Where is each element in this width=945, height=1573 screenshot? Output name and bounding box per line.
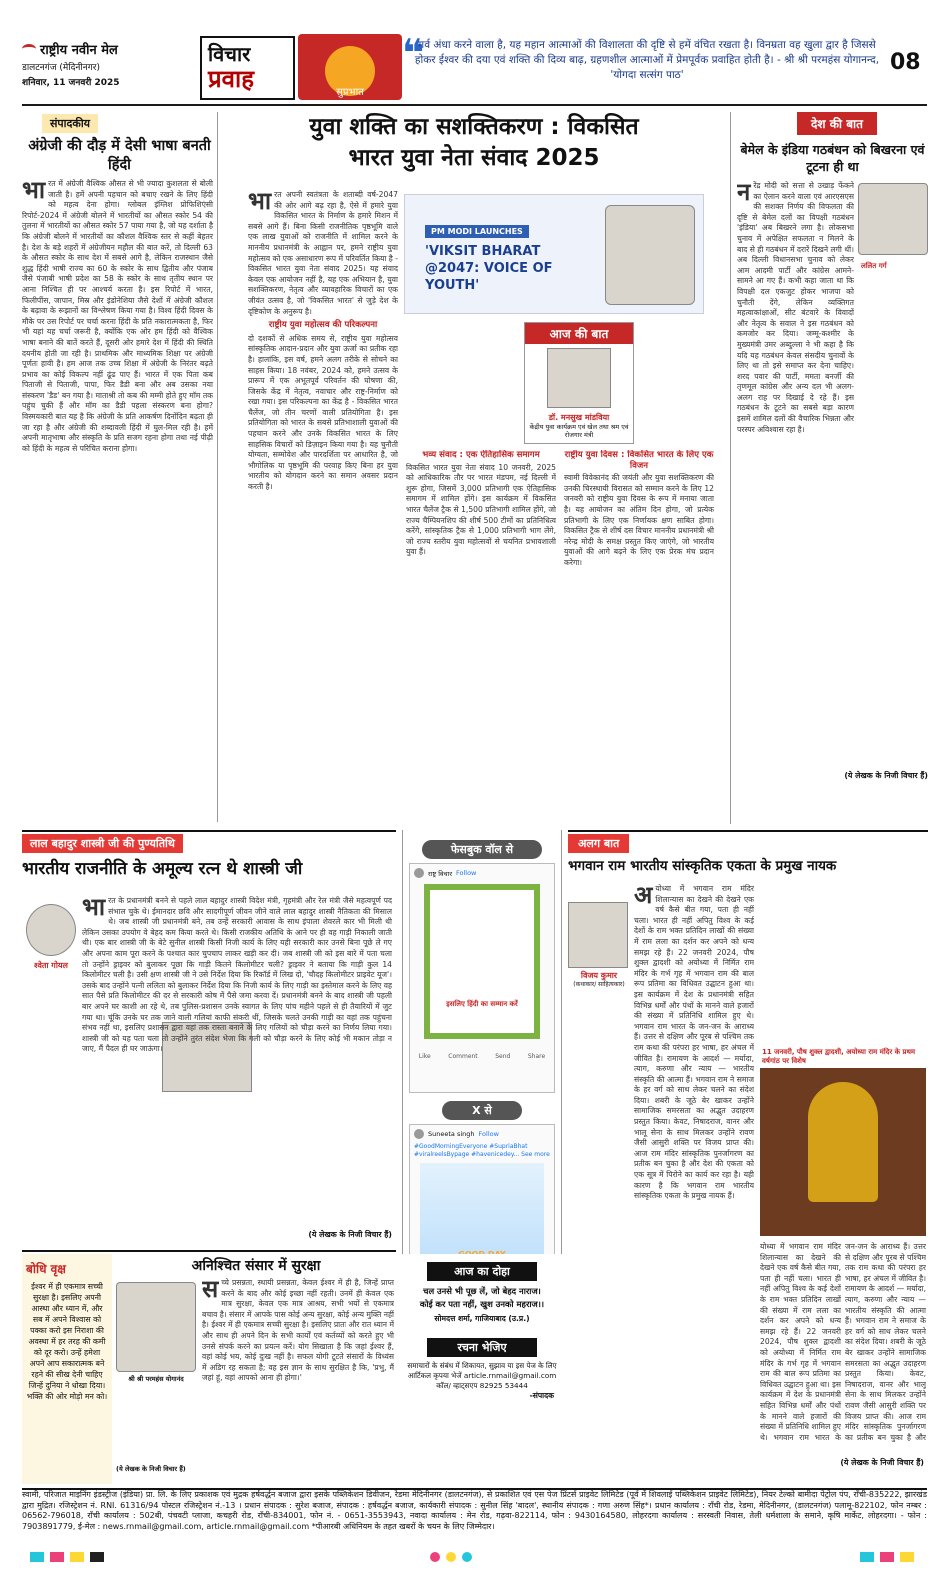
facebook-tag: फेसबुक वॉल से (422, 840, 542, 859)
ram-body-cont: योध्या में भगवान राम मंदिर शिलान्यास का देखने की देखने एक वर्ष कैसे बीत गया, पता ही नहीं चला। भारत ही नहीं अपितु विश्व के कई देशों के राम भक्त प्रतिदिन लाखों की संख्या में राम लला का दर्शन कर अपने को धन्य समझ रहे हैं। 22 जनवरी 2024, पौष शुक्ल द्वादशी को अयोध्या में निर्मित राम मंदिर के गर्भ गृह में भगवान राम की बाल रूप प्रतिमा का विधिवत उद्घाटन हुआ था। इस कार्यक्रम में देश के प्रधानमंत्री सहित विभिन्न धर्मों और पंथों के मानने वाले हजारों की संख्या में प्रतिनिधि शामिल हुए थे। भगवान राम भारत के जन-जन के आराध्य हैं। उत्तर से दक्षिण और पूरब से पश्चिम तक राम कथा की परंपरा हर भाषा, हर अंचल में जीवित है। रामायण के आदर्श — मर्यादा, त्याग, करुणा और न्याय — भारतीय संस्कृति की आत्मा हैं। भगवान राम ने समाज के हर वर्ग को साथ लेकर चलने का संदेश दिया। शबरी के जूठे बेर खाकर उन्होंने सामाजिक समरसता का अद्भुत उदाहरण प्रस्तुत किया। केवट, निषादराज, वानर और भालू सेना के साथ मिलकर उन्होंने रावण जैसी आसुरी शक्ति पर विजय प्राप्त की। आज राम मंदिर सांस्कृतिक पुनर्जागरण का प्रतीक बन चुका है और (760, 1242, 926, 1442)
paper-logo (22, 34, 202, 104)
author-box (524, 322, 634, 444)
shastri-tag: लाल बहादुर शास्त्री जी की पुण्यतिथि (22, 834, 183, 853)
divider-yoga (22, 1250, 396, 1252)
x-avatar (414, 1129, 424, 1139)
shastri-body: भारत के प्रधानमंत्री बनने से पहले लाल बहादुर शास्त्री विदेश मंत्री, गृहमंत्री और रेल मंत्री जैसे महत्वपूर्ण पद संभाल चुके थे। ईमानदार छवि और सादगीपूर्ण जीवन जीने वाले लाल बहादुर शास्त्री नैतिकता की मिसाल थे। जब शास्त्री जी प्रधानमंत्री बने, तब उन्हें सरकारी आवास के साथ इंपाला शेवरले कार भी मिली थी लेकिन उसका उपयोग वे बेहद कम किया करते थे। किसी राजकीय अतिथि के आने पर ही वह गाड़ी निकाली जाती थी। एक बार शास्त्री जी के बेटे सुनील शास्त्री किसी निजी कार्य के लिए यही सरकारी कार उनसे बिना पूछे ले गए और अपना काम पूरा करने के पश्चात कार चुपचाप लाकर खड़ी कर दी। जब शास्त्री जी को इस बारे में पता चला तो उन्होंने ड्राइवर को बुलाकर पूछा कि गाड़ी कितने किलोमीटर चली? ड्राइवर ने बताया कि गाड़ी कुल 14 किलोमीटर चली है। उसी क्षण शास्त्री जी ने उसे निर्देश दिया कि रिकॉर्ड में लिख दो, 'चौदह किलोमीटर प्राइवेट यूज'। उसके बाद उन्होंने पत्नी ललिता को बुलाकर निर्देश दिया कि निजी कार्य के लिए गाड़ी का इस्तेमाल करने के लिए वह सात पैसे प्रति किलोमीटर की दर से सरकारी कोष में पैसे जमा करवा दें। प्रधानमंत्री बनने के बाद शास्त्री जी पहली बार अपने घर काशी आ रहे थे, तब पुलिस-प्रशासन उनके स्वागत के लिए पांच महीने पहले से ही तैयारियों में जुट गया था। चूंकि उनके घर तक जाने वाली गलियां काफी संकरी थीं, जिसके चलते उनकी गाड़ी का वहां तक पहुंचना संभव नहीं था, इसलिए प्रशासन द्वारा वहां तक रास्ता बनाने के लिए गलियों को चौड़ा करने का निर्णय लिया गया। शास्त्री जी को यह पता चला तो उन्होंने तुरंत संदेश भेजा कि गली को चौड़ा करने के लिए कोई भी मकान तोड़ा न जाए, मैं पैदल ही घर जाऊंगा। (82, 896, 392, 1054)
x-hashtags: #GoodMorningEveryone #SupriaBhat #viralreelsBypage #havenicedey... See more (414, 1143, 550, 1158)
color-swatch (70, 1552, 84, 1562)
lead-sub-c: राष्ट्रीय युवा दिवस : विकसित भारत के लिए एक विजन (564, 450, 714, 471)
edition: डालटनगंज (मेदिनीनगर) (22, 63, 100, 73)
section-word-a: विचार (208, 42, 251, 66)
header-quote: गर्व अंधा करने वाला है, यह महान आत्माओं की विशालता की दृष्टि से हमें वंचित रखता है। विनम्रता वह खुला द्वार है जिससे होकर ईश्वर की दया एवं शक्ति की दिव्य बाढ़, ग्रहणशील आत्माओं में प्रेमपूर्वक प्रवाहित होती है। - श्री श्री परमहंस योगानन्द, 'योगदा सत्संग पाठ' (414, 39, 880, 81)
yoga-body: सच्चे प्रसन्नता, स्थायी प्रसन्नता, केवल ईश्वर में ही है, जिन्हें प्राप्त करने के बाद और कोई इच्छा नहीं रहती। उनमें ही केवल एक मात्र सुरक्षा, केवल एक मात्र आश्रय, सभी भयों से एकमात्र बचाव है। संसार में आपके पास कोई अन्य सुरक्षा, कोई अन्य मुक्ति नहीं है। ईश्वर में ही एकमात्र सच्ची सुरक्षा है। इसलिए प्रातः और रात ध्यान में और साथ ही अपने दिन के सभी कार्यों एवं कर्तव्यों को करते हुए भी उनसे संपर्क करने का प्रयत्न करें। योग सिखाता है कि जहां ईश्वर हैं, वहां कोई भय, कोई दुःख नहीं है। सफल योगी टूटते संसारों के विध्वंस में अडिग रह सकता है; वह इस ज्ञान के साथ सुरक्षित है कि, 'प्रभु, मैं जहां हूं, वहां आपको आना ही होगा।' (202, 1278, 394, 1383)
ram-body: अयोध्या में भगवान राम मंदिर शिलान्यास का देखने की देखने एक वर्ष कैसे बीत गया, पता ही नहीं चला। भारत ही नहीं अपितु विश्व के कई देशों के राम भक्त प्रतिदिन लाखों की संख्या में राम लला का दर्शन कर अपने को धन्य समझ रहे हैं। 22 जनवरी 2024, पौष शुक्ल द्वादशी को अयोध्या में निर्मित राम मंदिर के गर्भ गृह में भगवान राम की बाल रूप प्रतिमा का विधिवत उद्घाटन हुआ था। इस कार्यक्रम में देश के प्रधानमंत्री सहित विभिन्न धर्मों और पंथों के मानने वाले हजारों की संख्या में प्रतिनिधि शामिल हुए थे। भगवान राम भारत के जन-जन के आराध्य हैं। उत्तर से दक्षिण और पूरब से पश्चिम तक राम कथा की परंपरा हर भाषा, हर अंचल में जीवित है। रामायण के आदर्श — मर्यादा, त्याग, करुणा और न्याय — भारतीय संस्कृति की आत्मा हैं। भगवान राम ने समाज के हर वर्ग को साथ लेकर चलने का संदेश दिया। शबरी के जूठे बेर खाकर उन्होंने सामाजिक समरसता का अद्भुत उदाहरण प्रस्तुत किया। केवट, निषादराज, वानर और भालू सेना के साथ मिलकर उन्होंने रावण जैसी आसुरी शक्ति पर विजय प्राप्त की। आज राम मंदिर सांस्कृतिक पुनर्जागरण का प्रतीक बन चुका है और देश की एकता को एक सूत्र में पिरोने का कार्य कर रहा है। यही कारण है कि भगवान राम भारतीय सांस्कृतिक एकता के प्रमुख नायक हैं। (634, 884, 754, 1201)
color-swatch (90, 1552, 104, 1562)
ram-byline: (ये लेखक के निजी विचार हैं) (840, 1458, 924, 1467)
color-swatch (30, 1552, 44, 1562)
shastri-byline: (ये लेखक के निजी विचार हैं) (308, 1230, 392, 1239)
lead-headline-line1: युवा शक्ति का सशक्तिकरण : विकसित (309, 114, 639, 140)
desh-ki-bat-column (730, 112, 928, 824)
lead-col-2: भव्य संवाद : एक ऐतिहासिक समागम विकसित भारत युवा नेता संवाद 10 जनवरी, 2025 को आधिकारिक तौर पर भारत मंडपम, नई दिल्ली में शुरू होगा, जिसमें 3,000 प्रतिभागी एक ऐतिहासिक समागम में शामिल होंगे। इस कार्यक्रम में विकसित भारत चैलेंज ट्रैक से 1,500 प्रतिभागी शामिल होंगे, जो राज्य चैम्पियनशिप की शीर्ष 500 टीमों का प्रतिनिधित्व करेंगे, सांस्कृतिक ट्रैक से 1,000 प्रतिभागी भाग लेंगे, जो राज्य स्तरीय युवा महोत्सवों से चयनित प्रभावशाली युवा हैं। (406, 450, 556, 557)
shweta-photo (26, 904, 76, 956)
vijay-photo (568, 902, 628, 968)
lead-col-1: भारत अपनी स्वतंत्रता के शताब्दी वर्ष-2047 की ओर आगे बढ़ रहा है, ऐसे में हमारे युवा विकसित भारत के निर्माण के हमारे मिशन में सबसे आगे हैं। बिना किसी राजनीतिक पृष्ठभूमि वाले एक लाख युवाओं को राजनीति में शामिल करने के माननीय प्रधानमंत्री के आह्वान पर, हमने राष्ट्रीय युवा महोत्सव को एक असाधारण रूप में परिवर्तित किया है - विकसित भारत युवा नेता संवाद 2025। यह संवाद केवल एक आयोजन नहीं है, यह एक अभियान है, युवा सशक्तिकरण, नेतृत्व और व्यावहारिक विचारों का एक जीवंत उत्सव है, जो 'विकसित भारत' से जुड़े देश के दृष्टिकोण के अनुरूप है। राष्ट्रीय युवा महोत्सव की परिकल्पना दो दशकों से अधिक समय से, राष्ट्रीय युवा महोत्सव सांस्कृतिक आदान-प्रदान और युवा ऊर्जा का प्रतीक रहा है। हालांकि, इस वर्ष, हमने अलग तरीके से सोचने का साहस किया। 18 नवंबर, 2024 को, हमने उत्सव के प्रारूप में एक अभूतपूर्व परिवर्तन की घोषणा की, जिसके केंद्र में नेतृत्व, नवाचार और राष्ट्र-निर्माण को रखा गया। इस परिकल्पना का केंद्र है - विकसित भारत चैलेंज, जो तीन चरणों वाली प्रतियोगिता है। इस प्रतियोगिता को भारत के सबसे प्रतिभाशाली युवाओं की पहचान करने और उनके विकसित भारत के लिए साहसिक विचारों को डिज़ाइन किया गया है। यह चुनौती योग्यता, सम्मोवेश और पारदर्शिता पर आधारित है, जो भौगोलिक या पृष्ठभूमि की परवाह किए बिना हर युवा भारतीय को योगदान करने का समान अवसर प्रदान करती है। (248, 190, 398, 492)
color-dot (430, 1552, 440, 1562)
graphic-title: 'VIKSIT BHARAT @2047: VOICE OF YOUTH' (425, 244, 553, 293)
yogananda-photo (116, 1282, 196, 1372)
bodhi-tag: बोधि वृक्ष (26, 1262, 66, 1276)
fb-follow[interactable]: Follow (455, 869, 477, 877)
color-swatch (50, 1552, 64, 1562)
color-dot (462, 1552, 472, 1562)
doha-box (402, 1254, 562, 1482)
doha-line2: कोई कर पता नहीं, खुश उनको महराज।। (419, 1299, 545, 1309)
bodhi-box (22, 1254, 112, 1484)
color-swatch (900, 1552, 914, 1562)
author-name: डॉ. मनसुख मांडविया (548, 413, 610, 422)
issue-date: शनिवार, 11 जनवरी 2025 (22, 78, 120, 88)
fb-like-button[interactable]: Like (418, 1053, 431, 1060)
yoga-byline: (ये लेखक के निजी विचार हैं) (116, 1465, 186, 1473)
rachna-text: समाचारों के संबंध में शिकायत, सुझाव या इस पेज के लिए आर्टिकल कृपया भेजें article.rnmail@gmail.com कॉल/ व्हाट्सएप 82925 53444 (407, 1361, 557, 1390)
rachna-tag: रचना भेजिए (427, 1338, 537, 1357)
yogananda-caption: श्री श्री परमहंस योगानंद (128, 1375, 184, 1383)
doha-poet: सोमदत्त शर्मा, गाजियाबाद (उ.प्र.) (434, 1314, 530, 1323)
fb-share-button[interactable]: Share (527, 1053, 546, 1060)
rachna-sign: -संपादक (529, 1391, 554, 1400)
aaj-ki-bat: आज की बात (525, 323, 633, 344)
color-dot (446, 1552, 456, 1562)
yoga-headline: अनिश्चित संसार में सुरक्षा (191, 1258, 321, 1274)
bird-icon (22, 44, 36, 54)
lead-sub-a: राष्ट्रीय युवा महोत्सव की परिकल्पना (268, 320, 378, 331)
fb-name: राष्ट्र विचार (428, 869, 452, 878)
ram-headline: भगवान राम भारतीय सांस्कृतिक एकता के प्रमुख नायक (568, 858, 837, 874)
lead-article (224, 112, 724, 824)
masthead (22, 31, 927, 106)
x-name: Suneeta singh (428, 1130, 475, 1138)
pm-photo (605, 205, 695, 305)
ram-author-title: (कथाकार/ साहित्यकार) (573, 981, 625, 988)
lead-sub-b: भव्य संवाद : एक ऐतिहासिक समागम (422, 450, 540, 460)
x-tag: X से (442, 1101, 522, 1120)
viksit-graphic (404, 194, 704, 314)
lead-headline-line2: भारत युवा नेता संवाद 2025 (348, 145, 600, 171)
color-swatch (880, 1552, 894, 1562)
editorial-tag: संपादकीय (42, 114, 98, 133)
page-number: 08 (890, 50, 921, 75)
profile-avatar (414, 868, 424, 878)
suprabhat-graphic (298, 34, 402, 100)
color-swatch (860, 1552, 874, 1562)
fb-caption: इसलिए हिंदी का सम्मान करें (446, 1000, 518, 1008)
editorial-dropcap: भा (22, 179, 46, 204)
shastri-headline: भारतीय राजनीति के अमूल्य रत्न थे शास्त्री जी (22, 859, 303, 879)
doha-line1: चल उनसे भी पूछ लें, जो बेहद नाराज। (423, 1286, 541, 1296)
desh-tag: देश की बात (797, 112, 877, 135)
lead-col-3: राष्ट्रीय युवा दिवस : विकसित भारत के लिए एक विजन स्वामी विवेकानंद की जयंती और युवा सशक्तिकरण की उनकी चिरस्थायी विरासत को सम्मान करने के लिए 12 जनवरी को राष्ट्रीय युवा दिवस के रूप में मनाया जाता है। यह आयोजन का अंतिम दिन होगा, जो प्रत्येक प्रतिभागी के लिए एक निर्णायक क्षण साबित होगा। विकसित ट्रैक से शीर्ष दस विचार माननीय प्रधानमंत्री श्री नरेन्द्र मोदी के समक्ष प्रस्तुत किए जाएंगे, जो भारतीय युवाओं की आगे बढ़ने के लिए एक प्रेरक मंच प्रदान करेगा। (564, 450, 714, 567)
desh-body: नरेंद्र मोदी को सत्ता से उखाड़ फेंकने का ऐलान करने वाला एवं आरएसएस की सशक्त निर्णय की विफलता की दृष्टि से बेमेल दलों का विपक्षी गठबंधन 'इंडिया' अब बिखरने लगा है। लोकसभा चुनाव में अपेक्षित सफलता न मिलने के बाद से ही गठबंधन में दरारें दिखने लगी थीं। अब दिल्ली विधानसभा चुनाव को लेकर आम आदमी पार्टी और कांग्रेस आमने-सामने आ गए हैं। कभी कहा जाता था कि विपक्षी दल एकजुट होकर भाजपा को चुनौती देंगे, लेकिन व्यक्तिगत महत्वाकांक्षाओं, सीट बंटवारे के विवादों और नेतृत्व के सवाल ने इस गठबंधन को कमजोर कर दिया। जम्मू-कश्मीर के मुख्यमंत्री उमर अब्दुल्ला ने भी कहा है कि यदि यह गठबंधन केवल संसदीय चुनावों के लिए था तो इसे समाप्त कर देना चाहिए। शरद पवार की पार्टी, ममता बनर्जी की तृणमूल कांग्रेस और अन्य दल भी अलग-अलग राह पर दिखाई दे रहे हैं। इस गठबंधन के टूटने का सबसे बड़ा कारण इसमें शामिल दलों की वैचारिक भिन्नता और परस्पर अविश्वास रहा है। (737, 181, 854, 434)
editorial-column (22, 112, 218, 822)
facebook-post[interactable] (409, 863, 555, 1093)
ram-tag: अलग बात (568, 834, 629, 853)
doha-tag: आज का दोहा (427, 1262, 537, 1281)
ram-article (568, 832, 928, 1482)
shastri-author: श्वेता गोयल (34, 961, 68, 970)
lalit-photo (858, 183, 928, 255)
ram-author: विजय कुमार (580, 971, 618, 980)
fb-comment-button[interactable]: Comment (448, 1053, 478, 1060)
editorial-headline: अंग्रेजी की दौड़ में देसी भाषा बनती हिंदी (28, 138, 211, 173)
graphic-banner: PM MODI LAUNCHES (425, 225, 529, 238)
section-logo (200, 36, 295, 100)
author-title: केंद्रीय युवा कार्यक्रम एवं खेल तथा श्रम एवं रोजगार मंत्री (529, 423, 629, 439)
x-follow[interactable]: Follow (478, 1130, 499, 1138)
quote-mark-icon: ❝ (402, 31, 425, 75)
desh-headline: बेमेल के इंडिया गठबंधन को बिखरना एवं टूटना ही था (740, 142, 925, 174)
imprint-footer: स्वामी, परिजात माइनिंग इंडस्ट्रीज (इंडिया) प्रा. लि. के लिए प्रकाशक एवं मुद्रक हर्षवर्द्धन बजाज द्वारा इसके पब्लिकेशन डिवीजन, रेडमा मेदिनीनगर (डालटनगंज), से प्रकाशित एवं एस पेज प्रिंटर्स प्राइवेट लिमिटेड (पूर्व में शिवलाई पब्लिकेशन प्राइवेट लिमिटेड), नियर टेल्को बामीदा पेट्रोल पंप, राँची-835222, झारखंड द्वारा मुद्रित। रजिस्ट्रेशन नं. RNI. 61316/94 पोस्टल रजिस्ट्रेशन नं.-13 । प्रधान संपादक : सुरेश बजाज, संपादक : हर्षवर्द्धन बजाज, कार्यकारी संपादक : सुनील सिंह 'बादल', स्थानीय संपादक : गणा अरुण सिंह*। प्रधान कार्यालय : राँची रोड, रेडमा, मेदिनीनगर, (डालटनगंज) पलामू-822102, फोन नम्बर : 06562-796018, राँची कार्यालय : 502बी, पंचवटी प्लाजा, कचहरी रोड, राँची-834001, फोन नं. - 0651-3553943, नवादा कार्यालय : मेन रोड, गढ़वा-822114, फोन : 9430164580, लोहरदगा कार्यालय : सरस्वती निवास, तेली धर्मशाला के समाने, कृषि मार्केट, लोहरदगा। - फोन : 7903891779, ई-मेल : news.rnmail@gmail.com, article.rnmail@gmail.com *पीआरबी अधिनियम के तहत खबरों के चयन के लिए जिम्मेदार। (22, 1488, 927, 1543)
paper-name: राष्ट्रीय नवीन मेल (40, 43, 118, 58)
section-word-b: प्रवाह (208, 65, 254, 93)
desh-byline: (ये लेखक के निजी विचार हैं) (844, 771, 928, 780)
ram-photo (760, 1046, 926, 1236)
fb-send-button[interactable]: Send (495, 1053, 511, 1060)
sun-label: सुप्रभात (336, 87, 364, 98)
fb-image (424, 884, 540, 1039)
shastri-article (22, 832, 396, 1252)
lead-dropcap: भा (248, 190, 272, 215)
ram-photo-caption: 11 जनवरी, पौष शुक्ल द्वादशी, अयोध्या राम मंदिर के प्रथम वर्षगांठ पर विशेष (760, 1046, 926, 1068)
yoga-article (116, 1254, 396, 1484)
bodhi-text: ईश्वर में ही एकमात्र सच्ची सुरक्षा है। इसलिए अपनी आस्था और ध्यान में, और सब में अपने विश्वास को पक्का करो इस निराशा की अवस्था में हर तरह की कमी को दूर करो। उन्हें हमेशा अपने आप सकारात्मक बने रहने की सीख देनी चाहिए जिन्हें दुनिया ने धोखा दिया। भक्ति की ओर मोड़ो मन को। (26, 1282, 108, 1401)
fb-actions (410, 1053, 554, 1060)
author-photo (547, 348, 611, 408)
editorial-body: भारत में अंग्रेजी वैश्विक औसत से भी ज्यादा कुशलता से बोली जाती है। हमें अपनी पहचान को बचाए रखने के लिए हिंदी को महत्व देना होगा। ग्लोबल इंग्लिश प्रोफिशिएंसी रिपोर्ट-2024 में अंग्रेजी बोलने में भारतीयों का औसत स्कोर 54 की तुलना में भारतीयों का औसत स्कोर 57 पाया गया है, जो यह दर्शाता है कि अंग्रेजी बोलने में भारतीयों का कौशल वैश्विक स्तर से कहीं बेहतर है। देश के बड़े शहरों में अंग्रेजीयन महौल की बात करें, तो दिल्ली 63 के औसत स्कोर के साथ देश में सबसे आगे है, लेकिन राजस्थान जैसे शुद्ध हिंदी भाषी राज्य का 60 के स्कोर के साथ द्वितीय और पंजाब जैसे पंजाबी भाषी प्रदेश का 58 के स्कोर के साथ तृतीय स्थान पर आना निश्चित ही पर आश्चर्य करता है। इस रिपोर्ट में भारत, फिलीपींस, जापान, मिस्र और इंडोनेशिया जैसे देशों में अंग्रेजी कौशल के बढ़ावा के रूझानों का विश्लेषण किया गया है। विश्व हिंदी दिवस के मौके पर उस रिपोर्ट पर चर्चा करना हिंदी के प्रति नकारात्मकता है, फिर भी यहां यह चर्चा जरूरी है, क्योंकि एक ओर हम हिंदी को वैश्विक भाषा बनाने की बातें करते हैं, दूसरी ओर हमारे देश में हिंदी की स्थिति दयनीय होती जा रही है। प्राथमिक और माध्यमिक शिक्षा पर अंग्रेजी पूर्णतः हावी है। हम आज तक उच्च शिक्षा में अंग्रेजी के निरंतर बढ़ते प्रभाव का कोई विकल्प नहीं ढूंढ पाए हैं। भारत में एक पिता कब पिताजी से पिताजी, पापा, फिर डैडी बना और अब उसका नया संस्करण 'डैड' बन गया है। माताश्री तो कब की मम्मी होते हुए मॉम तक पहुंच चुकी हैं और मॉम का डैडी पहला संस्करण बना होगा? विस्मयकारी बात यह है कि अंग्रेजी के प्रति आकर्षण दिनोंदिन बढ़ता ही जा रहा है और अंग्रेजी की शब्दावली हिंदी में घुल-मिल रही है। हमें अपनी मातृभाषा और संस्कृति के प्रति सजग रहना होगा तथा नई पीढ़ी को हिंदी के महत्व से परिचित कराना होगा। (22, 179, 213, 453)
ram-idol (808, 1082, 878, 1202)
desh-author: ललित गर्ग (861, 262, 887, 270)
